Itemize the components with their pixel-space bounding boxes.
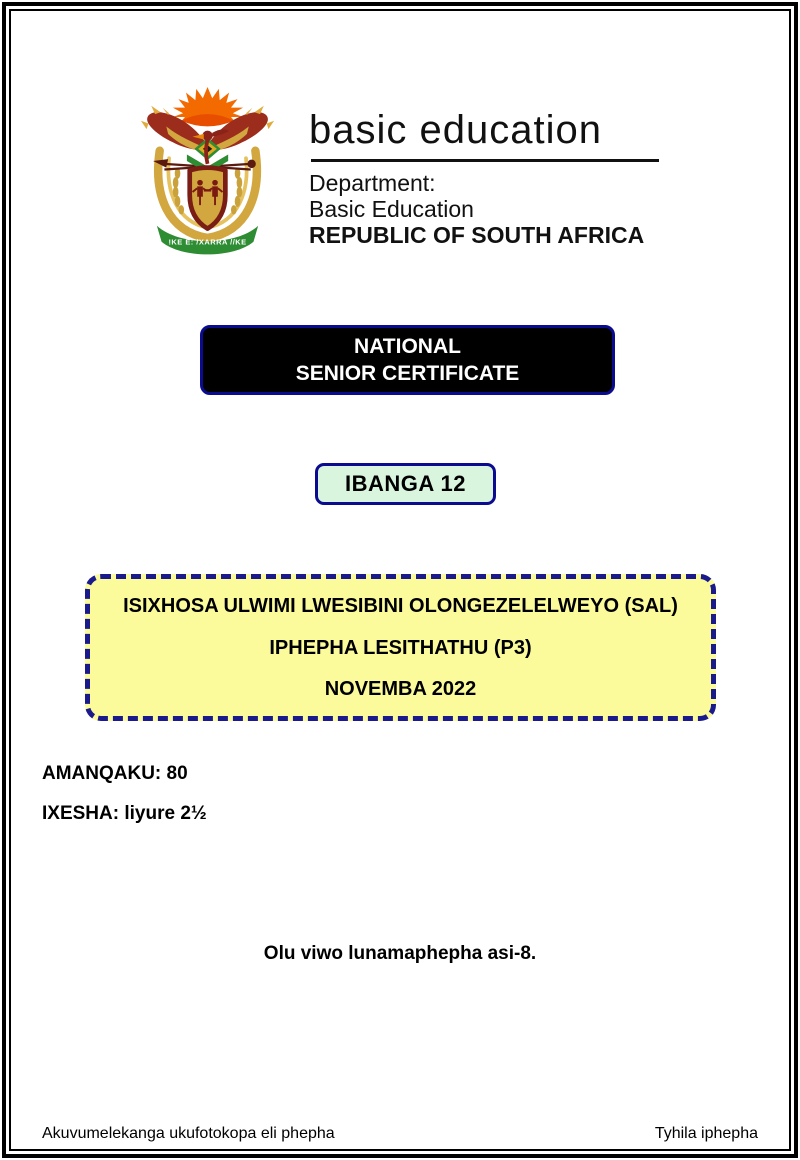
dept-label: Department: xyxy=(309,170,436,196)
subject-title: ISIXHOSA ULWIMI LWESIBINI OLONGEZELELWEYO (SAL) xyxy=(123,595,678,617)
grade-badge: IBANGA 12 xyxy=(315,463,496,505)
pages-note: Olu viwo lunamaphepha asi-8. xyxy=(263,943,537,964)
outer-border xyxy=(2,2,798,1158)
sun-icon xyxy=(173,87,243,126)
exam-session: NOVEMBA 2022 xyxy=(324,678,477,700)
subject-box xyxy=(85,574,716,721)
banner-line-2: SENIOR CERTIFICATE xyxy=(295,362,520,385)
copyright-note: Akuvumelekanga ukufotokopa eli phepha xyxy=(42,1125,335,1142)
motto-text: !KE E: /XARRA //KE xyxy=(168,237,247,247)
national-senior-certificate-banner xyxy=(200,325,615,395)
footer xyxy=(42,1125,758,1143)
coat-of-arms-logo xyxy=(140,79,276,275)
brand-title: basic education xyxy=(309,108,602,152)
paper-number: IPHEPHA LESITHATHU (P3) xyxy=(269,636,532,659)
turn-over-note: Tyhila iphepha xyxy=(654,1125,758,1142)
dept-name: Basic Education xyxy=(309,196,474,222)
time-line: IXESHA: liyure 2½ xyxy=(42,803,207,824)
marks-line: AMANQAKU: 80 xyxy=(42,763,188,784)
inner-border xyxy=(9,9,791,1151)
country-name: REPUBLIC OF SOUTH AFRICA xyxy=(309,222,645,248)
banner-line-1: NATIONAL xyxy=(354,335,461,358)
shield-icon xyxy=(190,168,226,229)
brand-rule xyxy=(311,159,659,162)
masthead xyxy=(309,107,681,248)
